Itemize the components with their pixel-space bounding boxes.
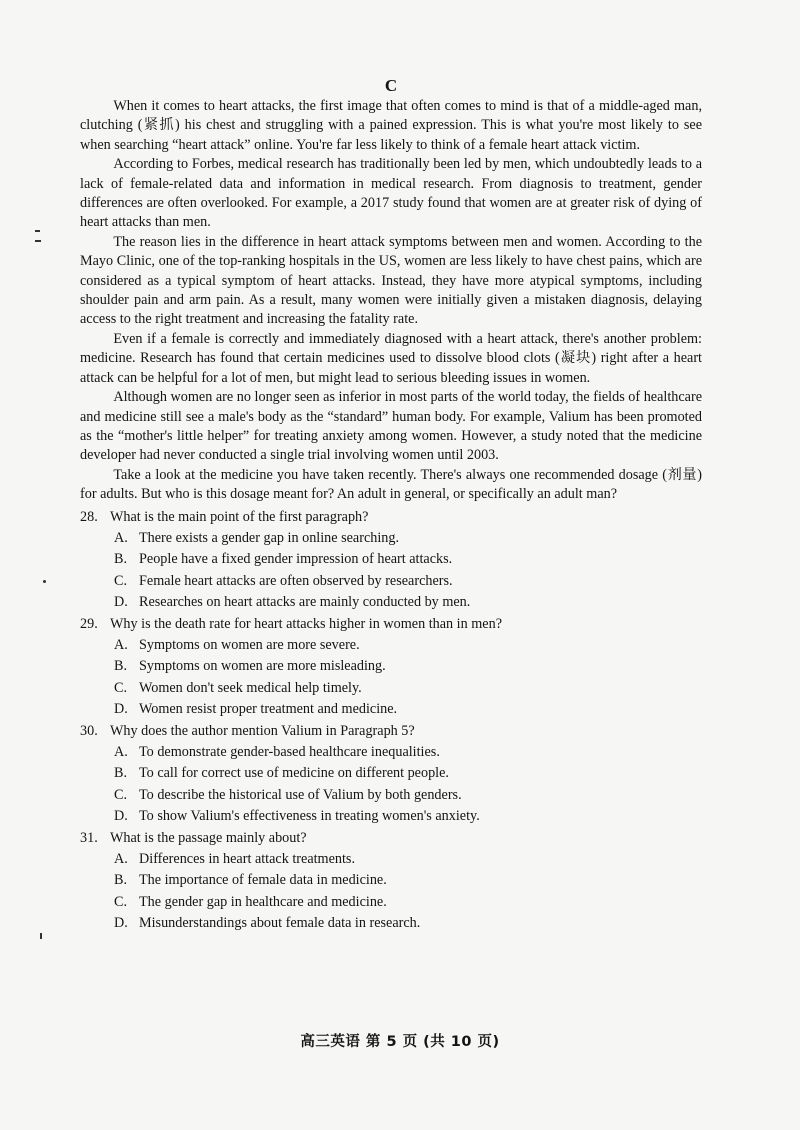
- page-footer: 高三英语 第 5 页 (共 10 页): [300, 1034, 500, 1050]
- option-a[interactable]: [114, 635, 702, 656]
- margin-mark-dash-1: [35, 230, 40, 232]
- option-letter: A.: [114, 636, 128, 653]
- option-letter: C.: [114, 679, 128, 696]
- option-letter: C.: [114, 786, 128, 803]
- option-letter: B.: [114, 551, 128, 568]
- option-letter: B.: [114, 658, 128, 675]
- passage-paragraph-5: Although women are no longer seen as inferior in most parts of the world today, the fields of healthcare and medicine still see a male's body as the “standard” human body. For example, Valium has been promoted as the “mother's little helper” for treating anxiety among women. However, a study noted that the medicine developer had never conducted a single trial involving women until 2003.: [80, 389, 702, 464]
- option-c[interactable]: [114, 678, 702, 699]
- question-number: 28.: [80, 508, 98, 525]
- option-d[interactable]: [114, 592, 702, 613]
- option-text: Female heart attacks are often observed by researchers.: [139, 572, 453, 589]
- question-stem: [80, 507, 702, 528]
- question-text: Why does the author mention Valium in Paragraph 5?: [110, 722, 415, 739]
- question-30: [80, 721, 702, 828]
- option-text: To describe the historical use of Valium by both genders.: [139, 786, 462, 803]
- option-a[interactable]: [114, 742, 702, 763]
- option-text: Symptoms on women are more severe.: [139, 636, 360, 653]
- option-text: Misunderstandings about female data in research.: [139, 915, 421, 932]
- passage-paragraph-4: Even if a female is correctly and immediately diagnosed with a heart attack, there's another problem: medicine. Research has found that certain medicines used to dissolve blood clots (凝块) right after a heart attack can be helpful for a lot of men, but might lead to serious bleeding issues in women.: [80, 330, 702, 386]
- question-29: [80, 614, 702, 721]
- option-letter: D.: [114, 594, 128, 611]
- option-letter: A.: [114, 744, 128, 760]
- margin-mark-dot: [43, 580, 46, 583]
- option-text: The importance of female data in medicine.: [139, 872, 387, 889]
- option-d[interactable]: [114, 913, 702, 934]
- option-letter: A.: [114, 529, 128, 546]
- question-text: What is the main point of the first paragraph?: [110, 508, 369, 525]
- option-text: To show Valium's effectiveness in treating women's anxiety.: [139, 808, 480, 825]
- question-list: [80, 507, 702, 935]
- section-letter: C: [384, 76, 398, 95]
- option-c[interactable]: [114, 785, 702, 806]
- option-c[interactable]: [114, 571, 702, 592]
- passage-paragraph-1: When it comes to heart attacks, the first image that often comes to mind is that of a middle-aged man, clutching (紧抓) his chest and struggling with a pained expression. This is what you're most likely to see when searching “heart attack” online. You're far less likely to think of a female heart attack victim.: [80, 98, 702, 153]
- document-page: [80, 76, 702, 935]
- option-text: Researches on heart attacks are mainly conducted by men.: [139, 594, 471, 611]
- option-letter: C.: [114, 893, 128, 910]
- option-text: To call for correct use of medicine on different people.: [139, 765, 449, 782]
- option-b[interactable]: [114, 870, 702, 891]
- option-text: Differences in heart attack treatments.: [139, 851, 355, 868]
- margin-mark-dash-2: [35, 240, 41, 242]
- option-letter: B.: [114, 765, 128, 782]
- option-text: The gender gap in healthcare and medicine.: [139, 893, 387, 910]
- reading-passage: [80, 97, 702, 505]
- option-c[interactable]: [114, 892, 702, 913]
- passage-paragraph-2: According to Forbes, medical research has traditionally been led by men, which undoubtedly leads to a lack of female-related data and information in medical research. From diagnosis to treatment, gender differences are often overlooked. For example, a 2017 study found that women are at greater risk of dying of heart attacks than men.: [80, 156, 702, 231]
- option-text: To demonstrate gender-based healthcare inequalities.: [139, 744, 440, 760]
- option-letter: A.: [114, 851, 128, 868]
- option-b[interactable]: [114, 656, 702, 677]
- question-28: [80, 507, 702, 614]
- option-a[interactable]: [114, 849, 702, 870]
- option-text: Symptoms on women are more misleading.: [139, 658, 386, 675]
- passage-paragraph-6: Take a look at the medicine you have taken recently. There's always one recommended dosage (剂量) for adults. But who is this dosage meant for? An adult in general, or specifically an adult man?: [80, 466, 702, 503]
- question-text: What is the passage mainly about?: [110, 829, 307, 846]
- question-number: 30.: [80, 722, 98, 739]
- option-text: Women resist proper treatment and medicine.: [139, 701, 398, 718]
- question-text: Why is the death rate for heart attacks higher in women than in men?: [110, 615, 502, 632]
- option-text: People have a fixed gender impression of heart attacks.: [139, 551, 453, 568]
- option-b[interactable]: [114, 763, 702, 784]
- question-stem: [80, 614, 702, 635]
- option-letter: D.: [114, 701, 128, 718]
- question-31: [80, 828, 702, 935]
- question-stem: [80, 828, 702, 849]
- option-d[interactable]: [114, 699, 702, 720]
- option-letter: B.: [114, 872, 128, 889]
- option-text: There exists a gender gap in online searching.: [139, 529, 400, 546]
- option-letter: C.: [114, 572, 128, 589]
- option-letter: D.: [114, 915, 128, 932]
- question-stem: [80, 721, 702, 742]
- option-text: Women don't seek medical help timely.: [139, 679, 362, 696]
- margin-mark-tick: [40, 933, 42, 939]
- passage-paragraph-3: The reason lies in the difference in heart attack symptoms between men and women. According to the Mayo Clinic, one of the top-ranking hospitals in the US, women are less likely to have chest pains, which are considered as a typical symptom of heart attacks. Instead, they have more atypical symptoms, including shoulder pain and arm pain. As a result, many women were initially given a mistaken diagnosis, delaying access to the right treatment and increasing the fatality rate.: [80, 233, 702, 328]
- option-a[interactable]: [114, 528, 702, 549]
- question-number: 29.: [80, 615, 98, 632]
- option-letter: D.: [114, 808, 128, 825]
- question-number: 31.: [80, 829, 98, 846]
- option-d[interactable]: [114, 806, 702, 827]
- option-b[interactable]: [114, 549, 702, 570]
